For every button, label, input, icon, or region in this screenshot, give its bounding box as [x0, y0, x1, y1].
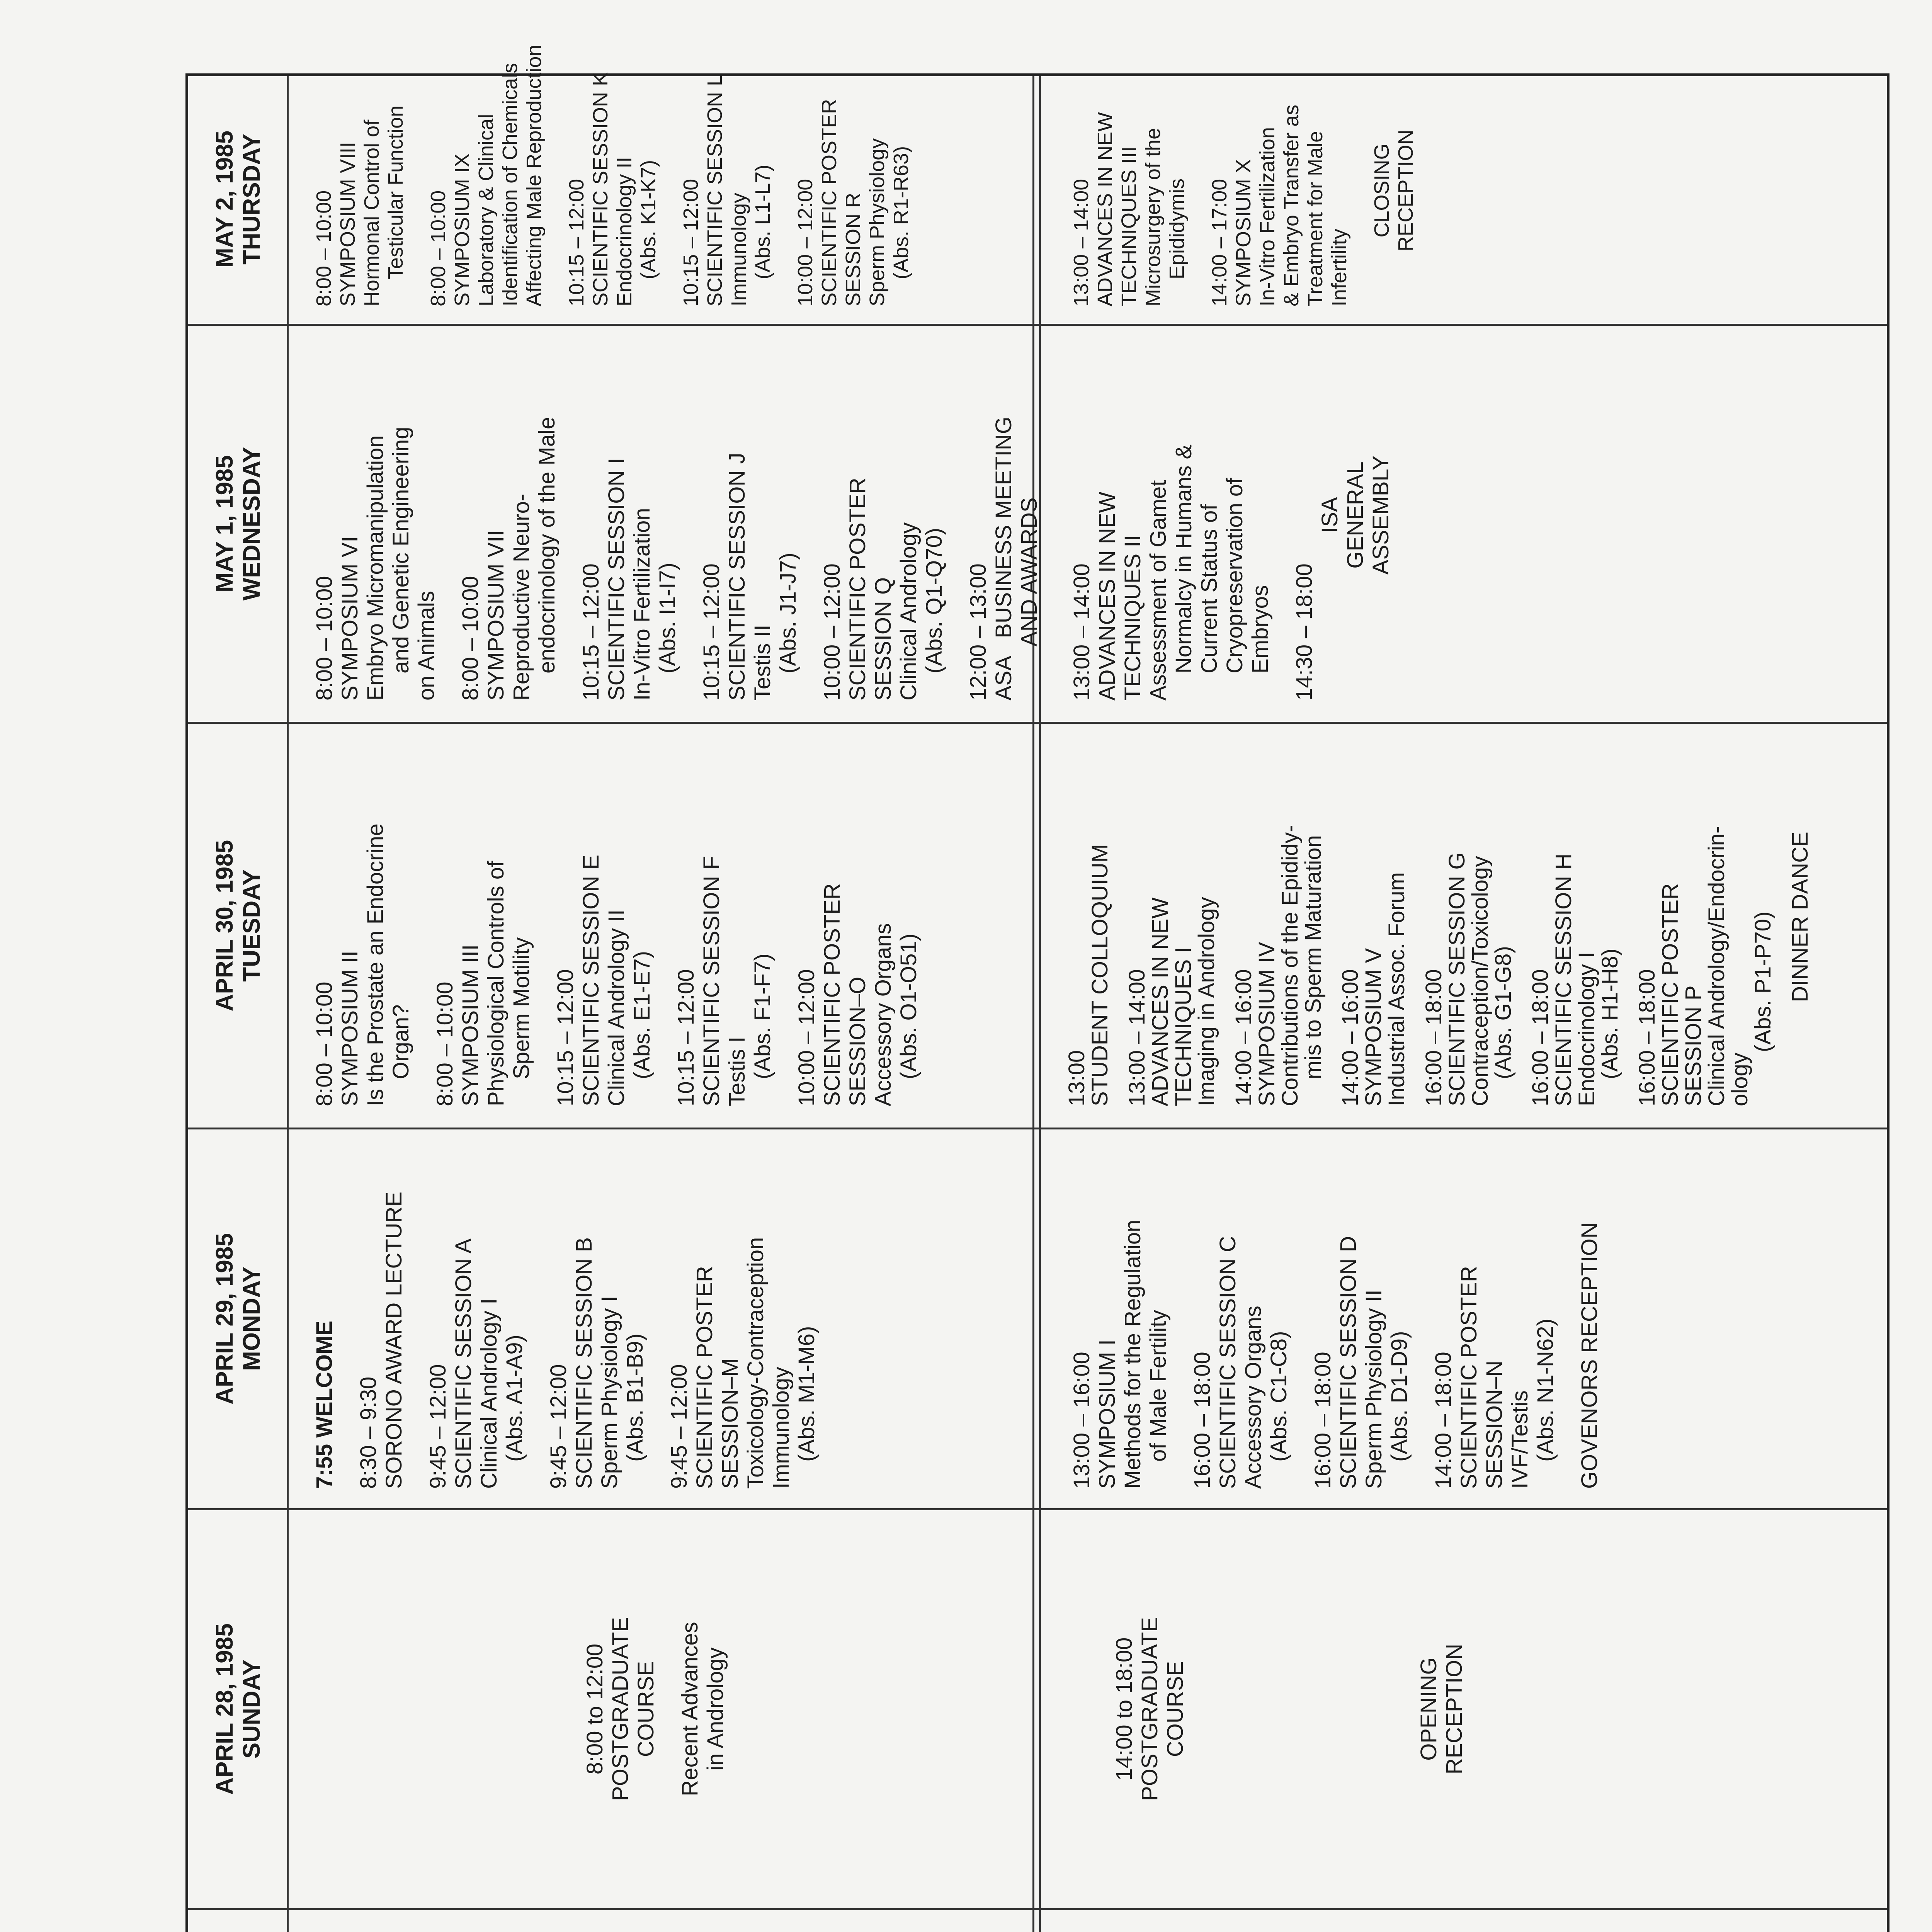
event-title: POSTGRADUATE — [1137, 1617, 1162, 1801]
event-title: RECEPTION — [1442, 1643, 1467, 1775]
event-title: SYMPOSIUM X — [1232, 159, 1255, 306]
event-detail: IVF/Testis — [1507, 1390, 1532, 1489]
event-detail: Is the Prostate an Endocrine — [363, 823, 388, 1106]
event-abstracts: (Abs. H1-H8) — [1597, 948, 1622, 1079]
event-title: SESSION–M — [718, 1358, 743, 1489]
event-time: 16:00 – 18:00 — [1421, 969, 1446, 1106]
event-time: 14:00 – 16:00 — [1231, 969, 1256, 1106]
event-time: 10:15 – 12:00 — [673, 969, 699, 1106]
cell-thursday-pm — [1069, 75, 1436, 306]
event-title: 7:55 WELCOME — [312, 1320, 337, 1489]
event-detail: Sperm Motility — [509, 937, 534, 1079]
header-thursday — [188, 75, 289, 324]
cell-thursday-am — [312, 44, 932, 306]
event-title: SORONO AWARD LECTURE — [381, 1191, 406, 1489]
event-time: 8:00 – 10:00 — [312, 576, 337, 701]
event-title: SCIENTIFIC SESSION G — [1444, 852, 1469, 1106]
event-title: OPENING — [1416, 1657, 1441, 1761]
event-time: 13:00 — [1064, 1050, 1089, 1106]
event-detail: Treatment for Male — [1304, 131, 1327, 306]
event-time: 9:45 – 12:00 — [546, 1364, 571, 1489]
event-abstracts: (Abs. N1-N62) — [1533, 1318, 1558, 1462]
cell-wednesday-pm — [1069, 330, 1412, 701]
event-detail: Testis II — [750, 624, 775, 701]
event-detail: Testis I — [724, 1036, 750, 1106]
event-detail: Clinical Andrology II — [604, 909, 629, 1106]
day-divider-6 — [188, 324, 1887, 326]
event-time: 10:00 – 12:00 — [794, 179, 817, 306]
header-date: APRIL 29, 1985 — [211, 1233, 238, 1405]
day-divider-2 — [188, 1908, 1887, 1910]
event-title: TECHNIQUES I — [1171, 947, 1196, 1106]
event-time: 8:00 – 10:00 — [427, 190, 450, 306]
event-title: STUDENT COLLOQUIUM — [1087, 844, 1112, 1106]
event-title: SCIENTIFIC SESSION J — [724, 452, 750, 701]
event-detail: Clinical Andrology/Endocrin- — [1704, 826, 1729, 1106]
event-time: 14:00 – 16:00 — [1338, 969, 1363, 1106]
header-wednesday — [188, 326, 289, 722]
cell-monday-am — [312, 1133, 838, 1489]
event-title: CLOSING — [1370, 143, 1393, 238]
event-title: SYMPOSIUM I — [1095, 1339, 1120, 1489]
event-time: 16:00 – 18:00 — [1634, 969, 1660, 1106]
header-sunday — [188, 1510, 289, 1908]
event-time: 14:00 – 18:00 — [1431, 1352, 1456, 1489]
event-title: SCIENTIFIC POSTER — [820, 883, 845, 1106]
event-time: 13:00 – 14:00 — [1124, 969, 1150, 1106]
event-detail: Clinical Andrology — [896, 522, 921, 701]
event-title: SCIENTIFIC SESSION H — [1551, 853, 1576, 1106]
event-detail: Embryo Micromanipulation — [363, 435, 388, 701]
event-detail: Testicular Function — [384, 105, 407, 279]
event-abstracts: (Abs. J1-J7) — [776, 553, 801, 673]
event-title: SESSION–O — [845, 976, 870, 1106]
event-title: GENERAL — [1343, 461, 1368, 569]
event-title: SCIENTIFIC SESSION F — [699, 856, 724, 1106]
event-detail: Imaging in Andrology — [1194, 897, 1219, 1106]
event-abstracts: (Abs. C1-C8) — [1266, 1331, 1291, 1462]
schedule-page — [185, 44, 1889, 1932]
event-title: COURSE — [1163, 1661, 1188, 1757]
event-abstracts: (Abs. A1-A9) — [502, 1335, 527, 1462]
event-title: TECHNIQUES III — [1117, 146, 1141, 306]
event-detail: Immunology — [769, 1367, 794, 1489]
event-time: 16:00 – 18:00 — [1528, 969, 1553, 1106]
event-time: 10:00 – 12:00 — [820, 563, 845, 701]
event-title: SESSION Q — [871, 577, 896, 701]
event-detail: Sperm Physiology — [866, 138, 889, 306]
event-time: 10:15 – 12:00 — [565, 179, 588, 306]
event-detail: Reproductive Neuro- — [509, 493, 534, 701]
event-time: 8:00 – 10:00 — [458, 576, 483, 701]
event-title: SCIENTIFIC SESSION D — [1336, 1236, 1361, 1489]
event-title: SYMPOSIUM VI — [337, 536, 362, 701]
event-title: SESSION–N — [1482, 1361, 1507, 1489]
event-title: SCIENTIFIC SESSION C — [1215, 1236, 1240, 1489]
event-detail: Infertility — [1328, 228, 1351, 306]
event-title: SYMPOSIUM IX — [451, 153, 474, 306]
header-date: MAY 1, 1985 — [211, 455, 238, 593]
schedule-table — [185, 44, 1889, 1932]
event-time: 9:45 – 12:00 — [425, 1364, 451, 1489]
header-weekday: TUESDAY — [238, 869, 265, 982]
event-title: RECEPTION — [1394, 129, 1417, 252]
event-abstracts: (Abs. R1-R63) — [889, 146, 913, 279]
event-title: POSTGRADUATE — [608, 1617, 633, 1801]
event-title: SCIENTIFIC POSTER — [845, 478, 870, 701]
event-detail: Methods for the Regulation — [1120, 1219, 1145, 1489]
event-detail: Identification of Chemicals — [498, 63, 522, 306]
event-title: SCIENTIFIC SESSION I — [604, 457, 629, 701]
event-abstracts: (Abs. K1-K7) — [637, 160, 660, 279]
event-abstracts: (Abs. D1-D9) — [1387, 1331, 1412, 1462]
header-date: MAY 2, 1985 — [211, 130, 238, 268]
header-date: APRIL 30, 1985 — [211, 840, 238, 1012]
event-detail: Industrial Assoc. Forum — [1384, 872, 1409, 1106]
cell-monday-pm — [1069, 1133, 1621, 1489]
event-time: 14:00 to 18:00 — [1112, 1637, 1137, 1781]
event-detail: Organ? — [388, 1004, 413, 1079]
event-time: 8:00 – 10:00 — [432, 981, 457, 1106]
event-title: SYMPOSIUM V — [1361, 948, 1386, 1106]
event-detail: Hormonal Control of — [360, 119, 383, 306]
event-time: 8:00 – 10:00 — [312, 190, 335, 306]
event-title: SCIENTIFIC SESSION K — [589, 72, 612, 306]
header-saturday — [188, 1910, 289, 1932]
event-time: 10:15 – 12:00 — [578, 563, 604, 701]
event-title: ASA BUSINESS MEETING — [991, 417, 1016, 701]
event-detail: Toxicology-Contraception — [743, 1237, 768, 1489]
event-time: 13:00 – 14:00 — [1069, 563, 1094, 701]
event-title: SESSION R — [842, 192, 865, 306]
event-title: SYMPOSIUM VIII — [336, 141, 359, 306]
event-detail: Accessory Organs — [1241, 1306, 1266, 1489]
event-title: ADVANCES IN NEW — [1148, 897, 1173, 1106]
event-detail: ology — [1727, 1053, 1752, 1106]
event-detail: Epididymis — [1165, 178, 1189, 279]
event-detail: & Embryo Transfer as — [1280, 104, 1303, 306]
event-title: TECHNIQUES II — [1120, 535, 1145, 701]
event-time: 14:30 – 18:00 — [1292, 563, 1317, 701]
event-time: 14:00 – 17:00 — [1208, 179, 1231, 306]
event-title: SCIENTIFIC POSTER — [818, 99, 841, 306]
event-title: ADVANCES IN NEW — [1094, 112, 1117, 306]
event-title: SCIENTIFIC SESSION A — [451, 1238, 476, 1489]
event-title: SCIENTIFIC POSTER — [1456, 1266, 1481, 1489]
event-abstracts: (Abs. G1-G8) — [1491, 946, 1516, 1079]
event-abstracts: (Abs. Q1-Q70) — [922, 527, 947, 673]
event-time: 10:15 – 12:00 — [699, 563, 724, 701]
event-abstracts: (Abs. P1-P70) — [1750, 911, 1776, 1052]
event-title: SYMPOSIUM VII — [483, 530, 509, 701]
header-weekday: THURSDAY — [238, 134, 265, 265]
event-title: GOVENORS RECEPTION — [1577, 1222, 1602, 1489]
event-detail: Assessment of Gamet — [1146, 480, 1171, 701]
event-detail: Laboratory & Clinical — [474, 114, 498, 306]
event-detail: In-Vitro Fertilization — [1256, 127, 1279, 306]
event-detail: In-Vitro Fertilization — [629, 508, 655, 701]
cell-wednesday-am — [312, 330, 1061, 701]
event-detail: Normalcy in Humans & — [1171, 444, 1196, 673]
event-title: ADVANCES IN NEW — [1095, 492, 1120, 701]
event-title: SCIENTIFIC POSTER — [692, 1266, 717, 1489]
event-detail: and Genetic Engineering — [388, 427, 413, 673]
header-tuesday — [188, 724, 289, 1128]
event-title: AND AWARDS — [1017, 497, 1042, 646]
day-divider-3 — [188, 1508, 1887, 1510]
event-title: SCIENTIFIC SESSION E — [578, 855, 604, 1106]
event-detail: Affecting Male Reproduction — [522, 44, 546, 306]
event-time: 13:00 – 14:00 — [1070, 179, 1093, 306]
event-title: COURSE — [633, 1661, 658, 1757]
event-detail: Recent Advances — [677, 1622, 702, 1796]
event-title: DINNER DANCE — [1787, 832, 1813, 1002]
event-title: SYMPOSIUM II — [337, 951, 362, 1106]
event-time: 10:00 – 12:00 — [794, 969, 819, 1106]
event-title: SCIENTIFIC SESSION L — [703, 74, 726, 306]
header-weekday: WEDNESDAY — [238, 447, 265, 601]
event-detail: Accessory Organs — [871, 923, 896, 1106]
event-detail: in Andrology — [703, 1647, 728, 1771]
event-time: 16:00 – 18:00 — [1310, 1352, 1335, 1489]
event-detail: Endocrinology I — [1574, 952, 1599, 1106]
event-detail: Immunology — [727, 192, 750, 306]
event-detail: Clinical Andrology I — [476, 1298, 502, 1489]
event-title: ISA — [1317, 497, 1342, 533]
event-detail: on Animals — [414, 591, 439, 701]
event-time: 10:15 – 12:00 — [553, 969, 578, 1106]
cell-sunday-pm — [1112, 1524, 1486, 1895]
event-detail: Embryos — [1248, 585, 1273, 673]
event-detail: Current Status of — [1197, 504, 1222, 673]
event-detail: Physiological Controls of — [483, 861, 509, 1106]
event-detail: endocrinology of the Male — [534, 417, 560, 673]
event-detail: mis to Sperm Maturation — [1301, 835, 1326, 1079]
event-time: 8:00 – 10:00 — [312, 981, 337, 1106]
event-time: 8:30 – 9:30 — [356, 1376, 381, 1489]
event-abstracts: (Abs. I1-I7) — [655, 563, 680, 673]
event-time: 12:00 – 13:00 — [966, 563, 991, 701]
header-monday — [188, 1129, 289, 1508]
event-abstracts: (Abs. M1-M6) — [794, 1326, 819, 1462]
event-title: ASSEMBLY — [1368, 455, 1393, 575]
event-detail: Contributions of the Epididy- — [1277, 825, 1303, 1106]
header-date: APRIL 28, 1985 — [211, 1623, 238, 1795]
event-time: 13:00 – 16:00 — [1069, 1352, 1094, 1489]
event-abstracts: (Abs. B1-B9) — [622, 1333, 648, 1462]
event-title: SCIENTIFIC SESSION B — [571, 1237, 597, 1489]
event-title: SYMPOSIUM III — [458, 944, 483, 1106]
event-time: 8:00 to 12:00 — [582, 1643, 607, 1775]
event-detail: Microsurgery of the — [1141, 128, 1165, 306]
cell-tuesday-pm — [1065, 728, 1830, 1106]
event-time: 10:15 – 12:00 — [679, 179, 702, 306]
event-detail: Cryopreservation of — [1222, 478, 1247, 673]
event-detail: Sperm Physiology II — [1361, 1289, 1386, 1489]
event-detail: of Male Fertility — [1146, 1310, 1171, 1462]
event-abstracts: (Abs. F1-F7) — [750, 953, 775, 1079]
event-title: SCIENTIFIC POSTER — [1658, 883, 1683, 1106]
event-detail: Endocrinology II — [613, 156, 636, 306]
event-abstracts: (Abs. E1-E7) — [629, 951, 655, 1079]
event-detail: Sperm Physiology I — [597, 1296, 622, 1489]
event-time: 9:45 – 12:00 — [667, 1364, 692, 1489]
event-title: SYMPOSIUM IV — [1254, 942, 1279, 1106]
event-title: SESSION P — [1681, 985, 1706, 1106]
event-abstracts: (Abs. L1-L7) — [751, 164, 774, 279]
cell-sunday-am — [582, 1524, 747, 1895]
header-weekday: MONDAY — [238, 1267, 265, 1371]
header-weekday: SUNDAY — [238, 1659, 265, 1759]
day-divider-4 — [188, 1128, 1887, 1129]
event-time: 16:00 – 18:00 — [1190, 1352, 1215, 1489]
event-detail: Contraception/Toxicology — [1468, 855, 1493, 1106]
day-divider-5 — [188, 722, 1887, 724]
event-abstracts: (Abs. O1-O51) — [896, 933, 921, 1079]
cell-tuesday-am — [312, 728, 940, 1106]
